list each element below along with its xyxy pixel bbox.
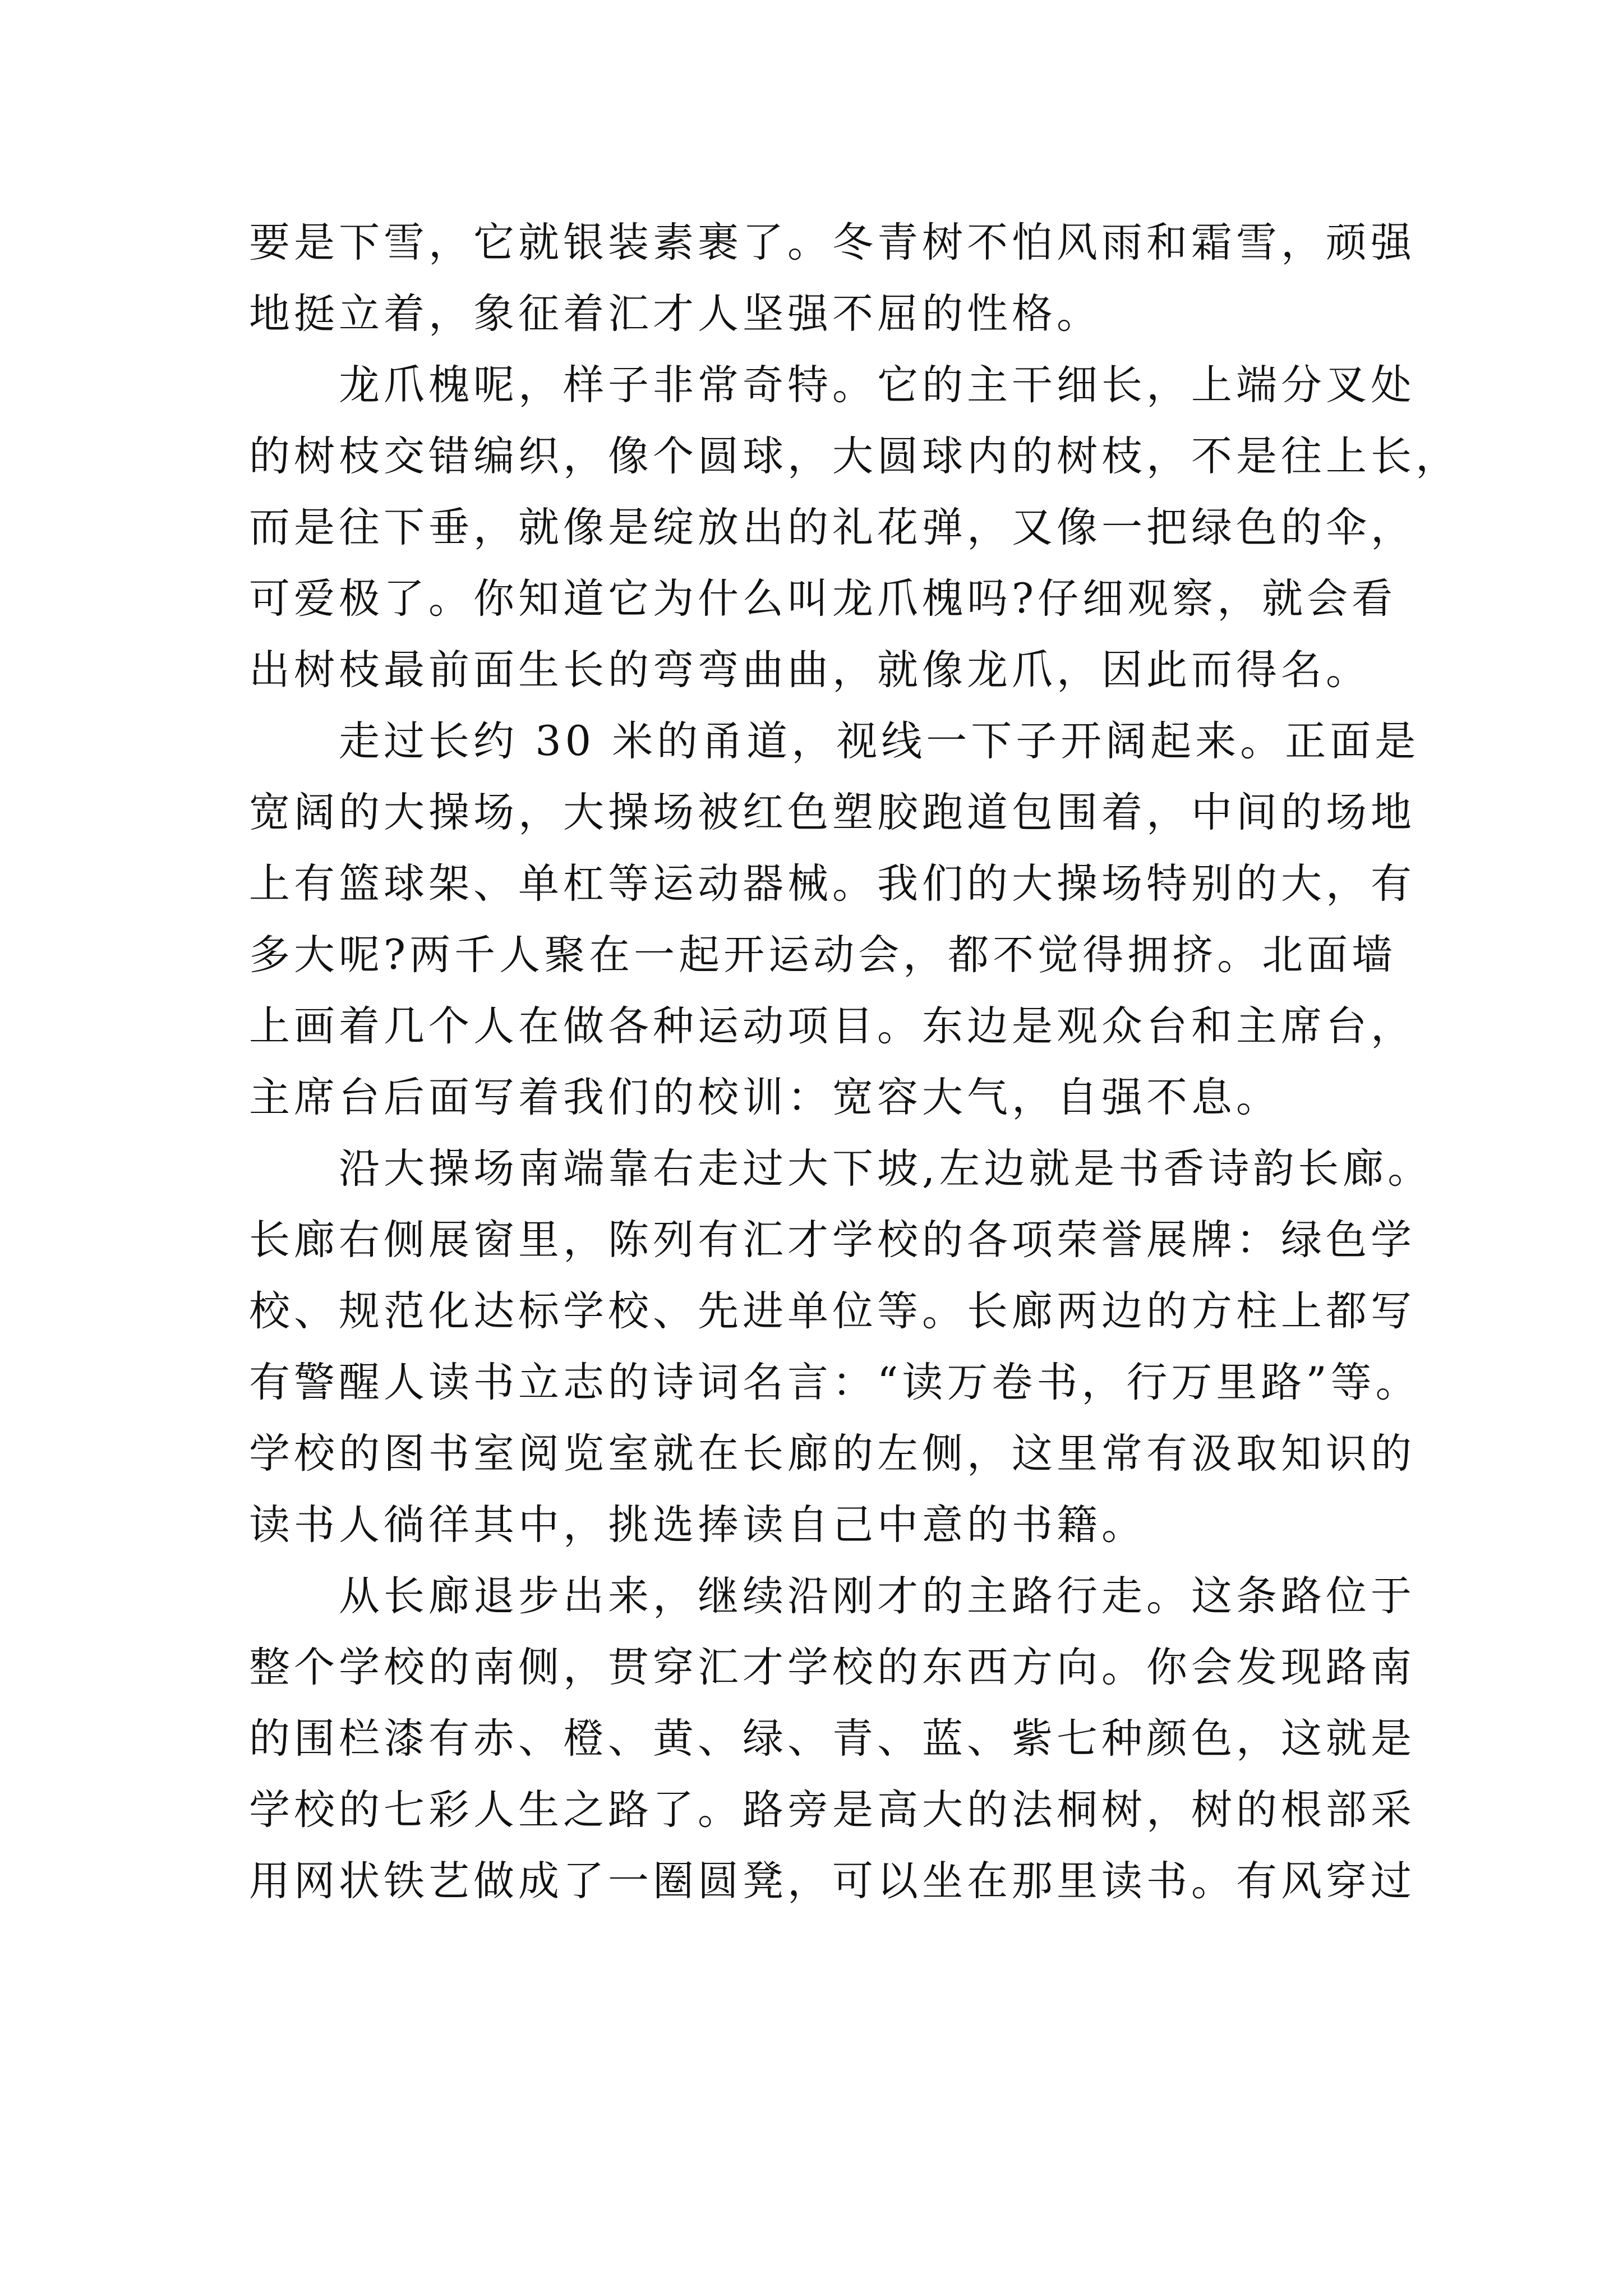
text-line: 可爱极了。你知道它为什么叫龙爪槐吗?仔细观察，就会看: [249, 575, 1397, 623]
text-line: 出树枝最前面生长的弯弯曲曲，就像龙爪，因此而得名。: [249, 646, 1371, 694]
text-line: 上画着几个人在做各种运动项目。东边是观众台和主席台，: [249, 1002, 1415, 1050]
text-line: 而是往下垂，就像是绽放出的礼花弹，又像一把绿色的伞，: [249, 504, 1415, 551]
text-line: 校、规范化达标学校、先进单位等。长廊两边的方柱上都写: [249, 1287, 1415, 1335]
text-line: 学校的七彩人生之路了。路旁是高大的法桐树，树的根部采: [249, 1786, 1415, 1834]
text-line: 的围栏漆有赤、橙、黄、绿、青、蓝、紫七种颜色，这就是: [249, 1715, 1415, 1763]
text-line: 沿大操场南端靠右走过大下坡,左边就是书香诗韵长廊。: [249, 1145, 1433, 1193]
text-line: 长廊右侧展窗里，陈列有汇才学校的各项荣誉展牌：绿色学: [249, 1216, 1415, 1264]
text-line: 从长廊退步出来，继续沿刚才的主路行走。这条路位于: [249, 1572, 1415, 1620]
text-line: 走过长约 30 米的甬道，视线一下子开阔起来。正面是: [249, 717, 1420, 765]
text-line: 用网状铁艺做成了一圈圆凳，可以坐在那里读书。有风穿过: [249, 1857, 1415, 1905]
body-text: [249, 219, 1460, 1929]
text-line: 主席台后面写着我们的校训：宽容大气，自强不息。: [249, 1074, 1281, 1121]
text-line: 整个学校的南侧，贯穿汇才学校的东西方向。你会发现路南: [249, 1644, 1415, 1691]
text-line: 上有篮球架、单杠等运动器械。我们的大操场特别的大，有: [249, 860, 1415, 908]
text-line: 的树枝交错编织，像个圆球，大圆球内的树枝，不是往上长，: [249, 432, 1460, 480]
text-line: 龙爪槐呢，样子非常奇特。它的主干细长，上端分叉处: [249, 361, 1415, 409]
text-line: 读书人徜徉其中，挑选捧读自己中意的书籍。: [249, 1501, 1146, 1549]
text-line: 宽阔的大操场，大操场被红色塑胶跑道包围着，中间的场地: [249, 789, 1415, 836]
text-line: 学校的图书室阅览室就在长廊的左侧，这里常有汲取知识的: [249, 1430, 1415, 1478]
text-line: 要是下雪，它就银装素裹了。冬青树不怕风雨和霜雪，顽强: [249, 219, 1415, 266]
text-line: 有警醒人读书立志的诗词名言：“读万卷书，行万里路”等。: [249, 1359, 1421, 1406]
text-line: 多大呢?两千人聚在一起开运动会，都不觉得拥挤。北面墙: [249, 931, 1397, 979]
text-line: 地挺立着，象征着汇才人坚强不屈的性格。: [249, 290, 1101, 338]
